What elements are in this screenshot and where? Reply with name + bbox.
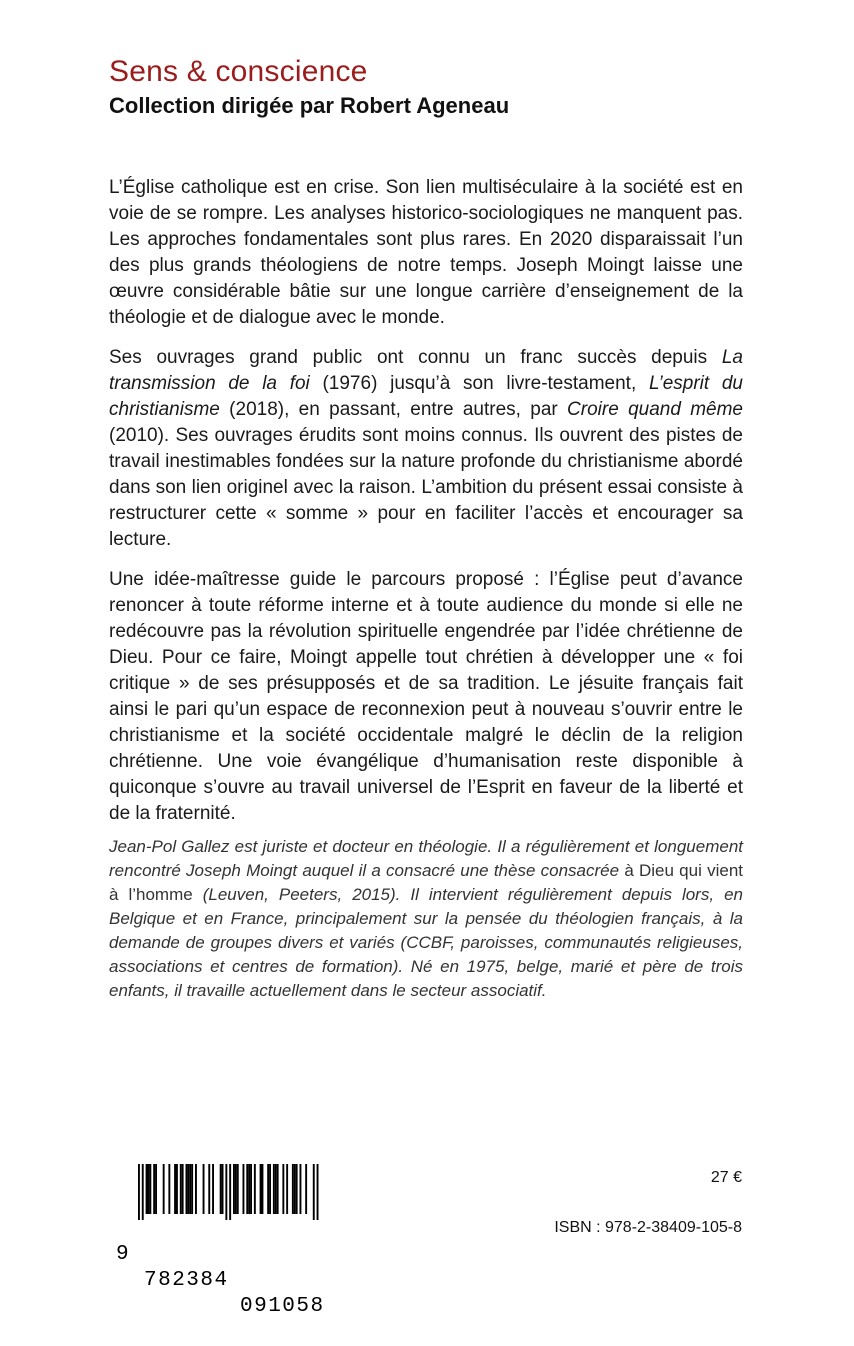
barcode-bar [168,1164,170,1214]
barcode-bar [203,1164,205,1214]
barcode-right-group: 091058 [240,1295,325,1318]
summary-paragraph-3: Une idée-maîtresse guide le parcours proposé : l’Église peut d’avance renoncer à toute réforme interne et à toute audience du monde si elle ne redécouvre pas la révolution spirituelle engendrée par l’idée chrétienne de Dieu. Pour ce faire, Moingt appelle tout chrétien à développer une « foi critique » de ses présupposés et de sa tradition. Le jésuite français fait ainsi le pari qu’un espace de reconnexion peut à nouveau s’ouvrir entre le christianisme et la société occidentale malgré le déclin de la religion chrétienne. Une voie évangélique d’humanisation reste disponible à quiconque s’ouvre au travail universel de l’Esprit en faveur de la liberté et de la fraternité. [109,569,743,824]
barcode-bar [208,1164,210,1214]
barcode-bar [176,1164,178,1214]
barcode-bar [225,1164,227,1220]
barcode-bar [142,1164,144,1220]
barcode-bar [246,1164,248,1214]
series-title: Sens & conscience [109,55,368,88]
barcode-lead-digit: 9 [116,1243,129,1266]
barcode-bars [116,1164,330,1220]
barcode-bar [260,1164,262,1214]
barcode-bar [180,1164,182,1214]
barcode-bar [282,1164,284,1214]
author-bio-text: Jean-Pol Gallez est juriste et docteur en théologie. Il a régulièrement et longuement rencontré Joseph Moingt auquel il a consacré une thèse consacrée [109,837,743,880]
paragraph-2-text: Ses ouvrages grand public ont connu un franc succès depuis [109,347,722,368]
barcode-bar [235,1164,237,1214]
barcode-bar [317,1164,319,1220]
barcode-left-group: 782384 [144,1269,229,1292]
price: 27 € [710,1169,742,1186]
barcode-bar [254,1164,256,1214]
barcode-bar [222,1164,224,1214]
barcode-bar [286,1164,288,1214]
barcode-bar [189,1164,191,1214]
barcode-bar [186,1164,188,1214]
paragraph-2-text: (2018), en passant, entre autres, par [219,399,568,420]
barcode-bar [248,1164,250,1214]
barcode-bar [273,1164,275,1214]
ean-barcode [116,1164,330,1318]
barcode-digits [116,1216,330,1346]
barcode-bar [212,1164,214,1214]
book-title-croire: Croire quand même [567,399,743,420]
barcode-bar [237,1164,239,1214]
author-bio [109,835,743,1003]
barcode-bar [269,1164,271,1214]
barcode-bar [138,1164,140,1220]
barcode-bar [182,1164,184,1214]
barcode-bar [220,1164,222,1214]
barcode-bar [191,1164,193,1214]
barcode-bar [229,1164,231,1220]
barcode-bar [294,1164,296,1214]
barcode-bar [195,1164,197,1214]
barcode-bar [292,1164,294,1214]
barcode-bar [262,1164,264,1214]
barcode-bar [243,1164,245,1214]
barcode-bar [233,1164,235,1214]
book-title-esprit: L’esprit du christianisme [109,373,743,420]
barcode-bar [275,1164,277,1214]
barcode-bar [148,1164,150,1214]
book-title-transmission: La transmission de la foi [109,347,743,394]
barcode-bar [149,1164,151,1214]
paragraph-2-text: (2010). Ses ouvrages érudits sont moins connus. Ils ouvrent des pistes de travail inestimables fondées sur la nature profonde du christianisme abordé dans son lien originel avec la raison. L’ambition du présent essai consiste à restructurer cette « somme » pour en faciliter l’accès et encourager sa lecture. [109,425,743,550]
author-book-title: à Dieu qui vient à l’homme [109,861,743,904]
barcode-bar [250,1164,252,1214]
barcode-bar [305,1164,307,1214]
author-bio-text: (Leuven, Peeters, 2015). Il intervient régulièrement depuis lors, en Belgique et en France, principalement sur la pensée du théologien français, à la demande de groupes divers et variés (CCBF, paroisses, communautés religieuses, associations et centres de formation). Né en 1975, belge, marié et père de trois enfants, il travaille actuellement dans le secteur associatif. [109,885,743,1000]
barcode-bar [146,1164,148,1214]
barcode-bar [300,1164,302,1214]
barcode-bar [313,1164,315,1220]
summary-paragraph-1: L’Église catholique est en crise. Son lien multiséculaire à la société est en voie de se rompre. Les analyses historico-sociologiques ne manquent pas. Les approches fondamentales sont plus rares. En 2020 disparaissait l’un des plus grands théologiens de notre temps. Joseph Moingt laisse une œuvre considérable bâtie sur une longue carrière d’enseignement de la théologie et de dialogue avec le monde. [109,177,743,328]
barcode-bar [267,1164,269,1214]
barcode-bar [153,1164,155,1214]
barcode-bar [155,1164,157,1214]
series-subtitle: Collection dirigée par Robert Ageneau [109,93,510,118]
barcode-bar [277,1164,279,1214]
barcode-bar [163,1164,165,1214]
summary-paragraph-2 [109,345,743,553]
barcode-bar [296,1164,298,1214]
barcode-bar [187,1164,189,1214]
barcode-bar [174,1164,176,1214]
paragraph-2-text: (1976) jusqu’à son livre-testament, [309,373,649,394]
isbn-label: ISBN : 978-2-38409-105-8 [554,1219,742,1236]
